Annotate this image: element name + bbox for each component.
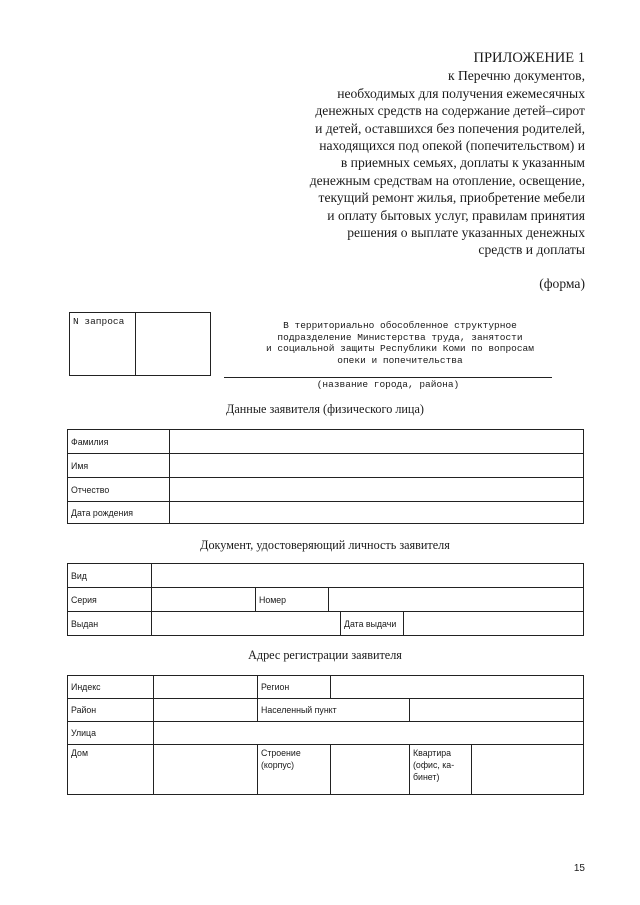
address-section-title: Адрес регистрации заявителя <box>248 648 402 662</box>
doc-type-field[interactable] <box>152 564 584 588</box>
postal-index-field[interactable] <box>154 676 258 699</box>
doc-issue-date-field[interactable] <box>404 612 584 636</box>
header-line: текущий ремонт жилья, приобретение мебели <box>318 190 585 206</box>
appendix-header <box>255 50 585 259</box>
doc-issued-by-field[interactable] <box>152 612 341 636</box>
form-label: (форма) <box>539 276 585 291</box>
birth-date-label: Дата рождения <box>68 502 170 524</box>
building-field[interactable] <box>331 745 410 795</box>
recipient-line: и социальной защиты Республики Коми по вопросам <box>266 343 534 355</box>
page-number: 15 <box>573 863 585 874</box>
doc-issue-date-label: Дата выдачи <box>341 612 404 636</box>
patronymic-field[interactable] <box>170 478 584 502</box>
city-district-caption: (название города, района) <box>316 379 460 390</box>
request-number-field[interactable] <box>137 313 210 375</box>
surname-label: Фамилия <box>68 430 170 454</box>
recipient-line: опеки и попечительства <box>337 354 463 366</box>
header-line: денежных средств на содержание детей–сирот <box>315 103 585 119</box>
appendix-title: ПРИЛОЖЕНИЕ 1 <box>473 50 585 66</box>
surname-field[interactable] <box>170 430 584 454</box>
house-label: Дом <box>68 745 154 795</box>
header-line: находящихся под опекой (попечительством) и <box>319 138 585 154</box>
header-line: решения о выплате указанных денежных <box>347 225 585 241</box>
doc-number-label: Номер <box>256 588 329 612</box>
header-line: средств и доплаты <box>478 242 585 258</box>
header-line: к Перечню документов, <box>447 68 585 84</box>
recipient-line: подразделение Министерства труда, занятости <box>277 331 523 343</box>
postal-index-label: Индекс <box>68 676 154 699</box>
street-field[interactable] <box>154 722 584 745</box>
locality-field[interactable] <box>410 699 584 722</box>
district-label: Район <box>68 699 154 722</box>
applicant-section-title: Данные заявителя (физического лица) <box>226 402 424 416</box>
header-line: и детей, оставшихся без попечения родителей, <box>315 120 585 136</box>
doc-series-field[interactable] <box>152 588 256 612</box>
apartment-field[interactable] <box>472 745 584 795</box>
recipient-line: В территориально обособленное структурное <box>283 320 517 331</box>
city-district-field[interactable] <box>224 377 552 378</box>
name-label: Имя <box>68 454 170 478</box>
house-field[interactable] <box>154 745 258 795</box>
recipient-block <box>230 320 570 366</box>
birth-date-field[interactable] <box>170 502 584 524</box>
doc-issued-by-label: Выдан <box>68 612 152 636</box>
header-line: в приемных семьях, доплаты к указанным <box>340 155 585 171</box>
region-label: Регион <box>258 676 331 699</box>
address-table <box>67 675 584 795</box>
doc-type-label: Вид <box>68 564 152 588</box>
region-field[interactable] <box>331 676 584 699</box>
doc-number-field[interactable] <box>329 588 584 612</box>
doc-series-label: Серия <box>68 588 152 612</box>
header-line: и оплату бытовых услуг, правилам принятия <box>327 207 585 223</box>
apartment-label: Квартира (офис, ка- бинет) <box>410 745 472 795</box>
document-section-title: Документ, удостоверяющий личность заявителя <box>200 538 450 552</box>
header-line: денежным средствам на отопление, освещение, <box>309 172 585 188</box>
district-field[interactable] <box>154 699 258 722</box>
patronymic-label: Отчество <box>68 478 170 502</box>
applicant-table <box>67 429 584 524</box>
header-line: необходимых для получения ежемесячных <box>337 85 585 101</box>
street-label: Улица <box>68 722 154 745</box>
building-label: Строение (корпус) <box>258 745 331 795</box>
name-field[interactable] <box>170 454 584 478</box>
request-number-box <box>69 312 211 376</box>
request-number-label: N запроса <box>70 313 136 375</box>
document-table <box>67 563 584 636</box>
locality-label: Населенный пункт <box>258 699 410 722</box>
